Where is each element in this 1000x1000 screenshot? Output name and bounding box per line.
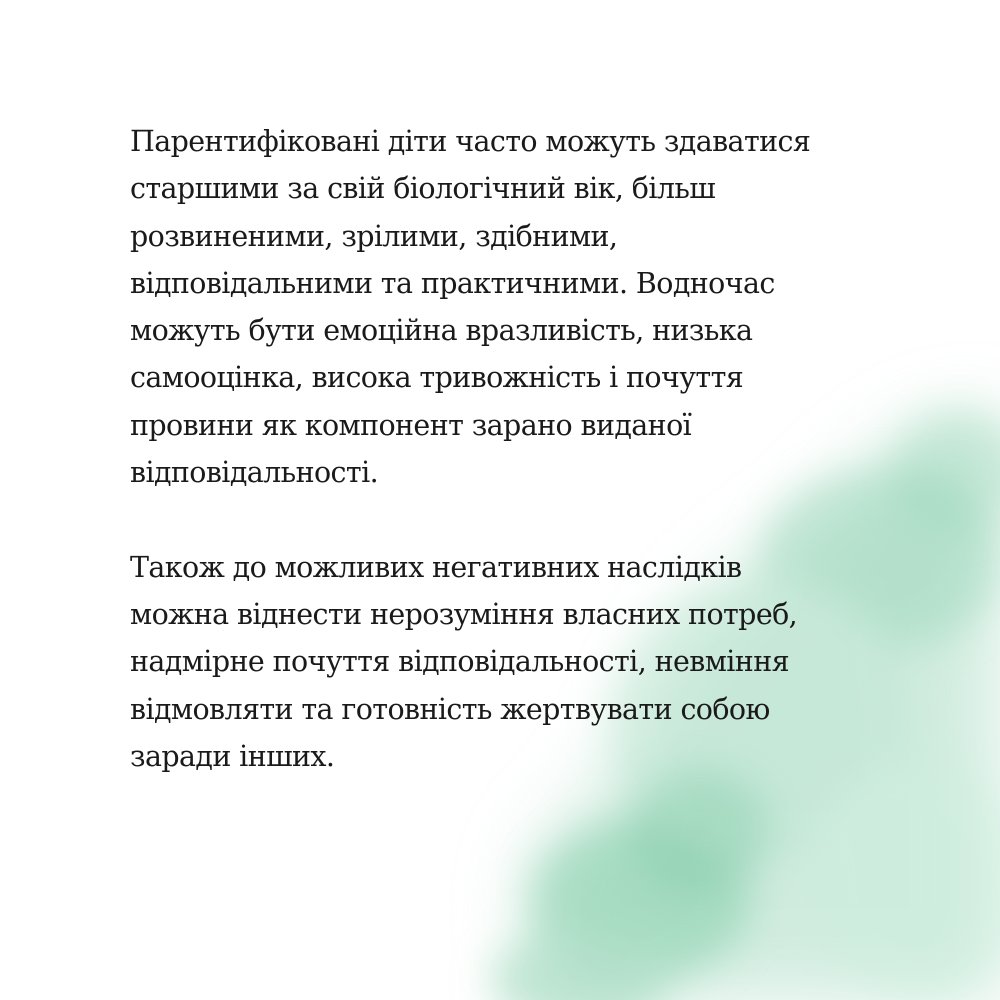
text-line: провини як компонент зарано виданої [130, 408, 692, 442]
text-line: самооцінка, висока тривожність і почуття [130, 361, 744, 395]
text-line: старшими за свій біологічний вік, більш [130, 172, 716, 206]
text-line: відмовляти та готовність жертвувати собою [130, 692, 770, 726]
text-line: відповідальними та практичними. Водночас [130, 266, 775, 300]
text-line: можна віднести нерозуміння власних потреб, [130, 597, 798, 631]
text-line: надмірне почуття відповідальності, невміння [130, 645, 789, 679]
text-line: можуть бути емоційна вразливість, низька [130, 314, 753, 348]
paragraph-1 [130, 118, 890, 496]
text-line: заради інших. [130, 739, 335, 773]
text-line: Також до можливих негативних наслідків [130, 550, 742, 584]
paragraph-2 [130, 544, 890, 780]
text-line: розвиненими, зрілими, здібними, [130, 219, 618, 253]
text-content [130, 118, 890, 780]
text-line: відповідальності. [130, 456, 379, 490]
text-line: Парентифіковані діти часто можуть здаватися [130, 125, 811, 158]
paragraph-spacer [130, 496, 890, 543]
